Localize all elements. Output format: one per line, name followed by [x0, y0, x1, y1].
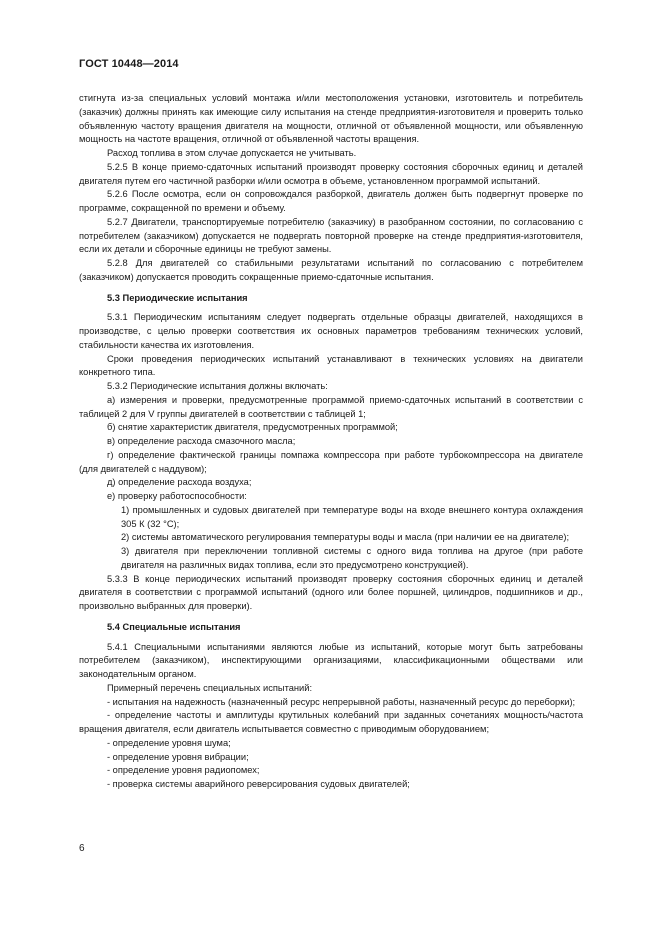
clause-5-2-5: 5.2.5 В конце приемо-сдаточных испытаний производят проверку состояния сборочных единиц и деталей двигателя путем его частичной разборки и/или осмотра в объеме, установленном программой испытаний.: [79, 161, 583, 186]
page-number: 6: [79, 843, 85, 854]
sub-list-item: 1) промышленных и судовых двигателей при температуре воды на входе внешнего контура охлаждения 305 К (32 °С);: [121, 504, 583, 529]
paragraph: Сроки проведения периодических испытаний устанавливают в технических условиях на двигатели конкретного типа.: [79, 353, 583, 378]
paragraph: Примерный перечень специальных испытаний:: [107, 682, 313, 693]
clause-5-3-2: 5.3.2 Периодические испытания должны включать:: [107, 381, 328, 391]
clause-5-4-1: 5.4.1 Специальными испытаниями являются любые из испытаний, которые могут быть затребованы потребителем (заказчиком), инспектирующими организациями, классификационными обществами или законодательным органом.: [79, 641, 583, 679]
list-item: - испытания на надежность (назначенный ресурс непрерывной работы, назначенный ресурс до переборки);: [107, 696, 576, 707]
list-item: - определение уровня вибрации;: [107, 751, 249, 762]
sub-list-item: 3) двигателя при переключении топливной системы с одного вида топлива на другое (при работе двигателя на различных видах топлива, если это предусмотрено конструкцией).: [121, 546, 583, 570]
document-body: [79, 92, 583, 792]
sub-list-item: 2) системы автоматического регулирования температуры воды и масла (при наличии ее на двигателе);: [121, 532, 570, 543]
list-item: в) определение расхода смазочного масла;: [107, 436, 296, 446]
list-item: - проверка системы аварийного реверсирования судовых двигателей;: [107, 779, 410, 789]
paragraph: стигнута из-за специальных условий монтажа и/или местоположения установки, изготовитель и потребитель (заказчик) должны принять как имеющие силу испытания на стенде предприятия-изготовителя и проверить только объявленную частоту вращения двигателя на мощности, отличной от объявленной мощности, или объявленную мощность на частоте вращения, отличной от объявленной частоты вращения.: [79, 93, 583, 145]
list-item: а) измерения и проверки, предусмотренные программой приемо-сдаточных испытаний в соответствии с таблицей 2 для V группы двигателей в соответствии с таблицей 1;: [79, 394, 583, 419]
section-heading-5-4: 5.4 Специальные испытания: [107, 621, 241, 632]
list-item: е) проверку работоспособности:: [107, 491, 247, 501]
clause-5-3-1: 5.3.1 Периодическим испытаниям следует подвергать отдельные образцы двигателей, находящихся в производстве, с целью проверки соответствия их основных параметров требованиям технических условий, стабильности качества их изготовления.: [79, 312, 583, 350]
clause-5-2-6: 5.2.6 После осмотра, если он сопровождался разборкой, двигатель должен быть подвергнут проверке по программе, сокращенной по времени и объему.: [79, 189, 583, 213]
list-item: - определение уровня шума;: [107, 737, 231, 748]
clause-5-2-7: 5.2.7 Двигатели, транспортируемые потребителю (заказчику) в разобранном состоянии, по согласованию с потребителем (заказчиком) допускается не подвергать повторной проверке на стенде предприятия-изготовителя, если их детали и сборочные единицы не требуют замены.: [79, 216, 583, 255]
section-heading-5-3: 5.3 Периодические испытания: [107, 292, 248, 303]
list-item: г) определение фактической границы помпажа компрессора при работе турбокомпрессора на двигателе (для двигателей с наддувом);: [79, 449, 583, 474]
document-header: ГОСТ 10448—2014: [79, 58, 179, 70]
paragraph: Расход топлива в этом случае допускается не учитывать.: [107, 148, 357, 158]
list-item: б) снятие характеристик двигателя, предусмотренных программой;: [107, 422, 398, 433]
list-item: - определение частоты и амплитуды крутильных колебаний при заданных сочетаниях мощность/частота вращения двигателя, если двигатель испытывается совместно с приводимым оборудованием;: [79, 710, 583, 734]
clause-5-3-3: 5.3.3 В конце периодических испытаний производят проверку состояния сборочных единиц и деталей двигателя в соответствии с программой испытаний (одного или более поршней, цилиндров, подшипников и др., произвольно выбранных для проверки).: [79, 573, 583, 611]
list-item: д) определение расхода воздуха;: [107, 477, 252, 488]
list-item: - определение уровня радиопомех;: [107, 765, 260, 776]
clause-5-2-8: 5.2.8 Для двигателей со стабильными результатами испытаний по согласованию с потребителем (заказчиком) допускается проводить сокращенные приемо-сдаточные испытания.: [79, 258, 583, 282]
